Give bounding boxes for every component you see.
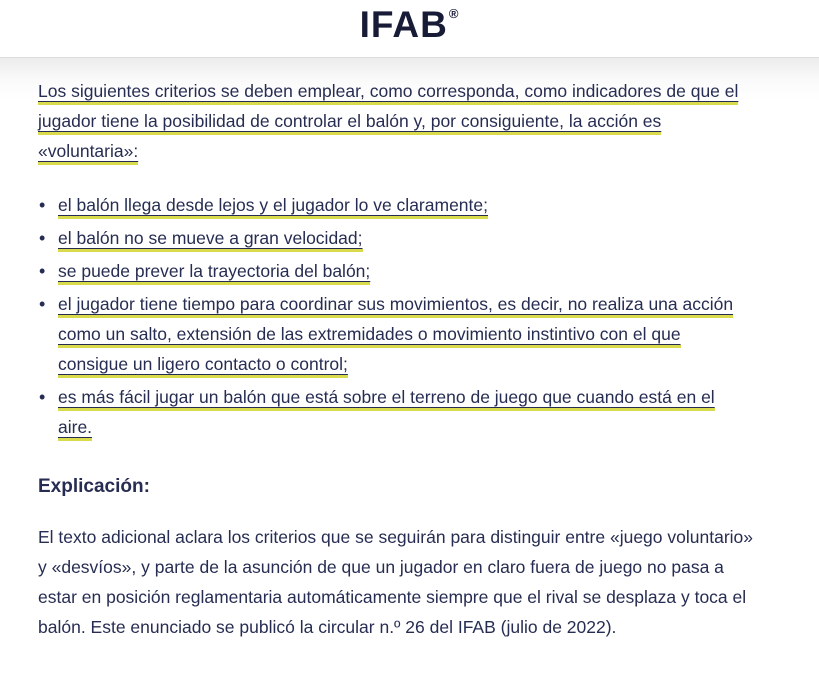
- underlined-text: el jugador tiene tiempo para coordinar sus movimientos, es decir, no realiza una acción como un salto, extensión de las extremidades o movimiento instintivo con el que consigue un ligero contacto o control;: [58, 294, 733, 378]
- list-item: [38, 289, 753, 379]
- underlined-text: el balón no se mueve a gran velocidad;: [58, 228, 363, 252]
- registered-trademark-symbol: ®: [448, 6, 460, 21]
- intro-paragraph: [38, 76, 753, 166]
- ifab-logo-text: IFAB: [359, 4, 448, 45]
- article-body: [0, 57, 819, 662]
- underlined-text: se puede prever la trayectoria del balón;: [58, 261, 370, 285]
- list-item: [38, 382, 753, 442]
- list-item: [38, 190, 753, 220]
- list-item: [38, 223, 753, 253]
- explanation-paragraph: El texto adicional aclara los criterios que se seguirán para distinguir entre «juego voluntario» y «desvíos», y parte de la asunción de que un jugador en claro fuera de juego no pasa a estar en posición reglamentaria automáticamente siempre que el rival se desplaza y toca el balón. Este enunciado se publicó la circular n.º 26 del IFAB (julio de 2022).: [38, 527, 753, 637]
- underlined-text: es más fácil jugar un balón que está sobre el terreno de juego que cuando está en el aire.: [58, 387, 715, 441]
- list-item: [38, 256, 753, 286]
- criteria-list: [38, 190, 753, 442]
- ifab-logo[interactable]: [359, 4, 460, 45]
- page-header: [0, 0, 819, 57]
- underlined-text: Los siguientes criterios se deben emplear, como corresponda, como indicadores de que el jugador tiene la posibilidad de controlar el balón y, por consiguiente, la acción es «voluntaria»:: [38, 81, 738, 165]
- explanation-heading: Explicación:: [38, 476, 150, 497]
- underlined-text: el balón llega desde lejos y el jugador lo ve claramente;: [58, 195, 488, 219]
